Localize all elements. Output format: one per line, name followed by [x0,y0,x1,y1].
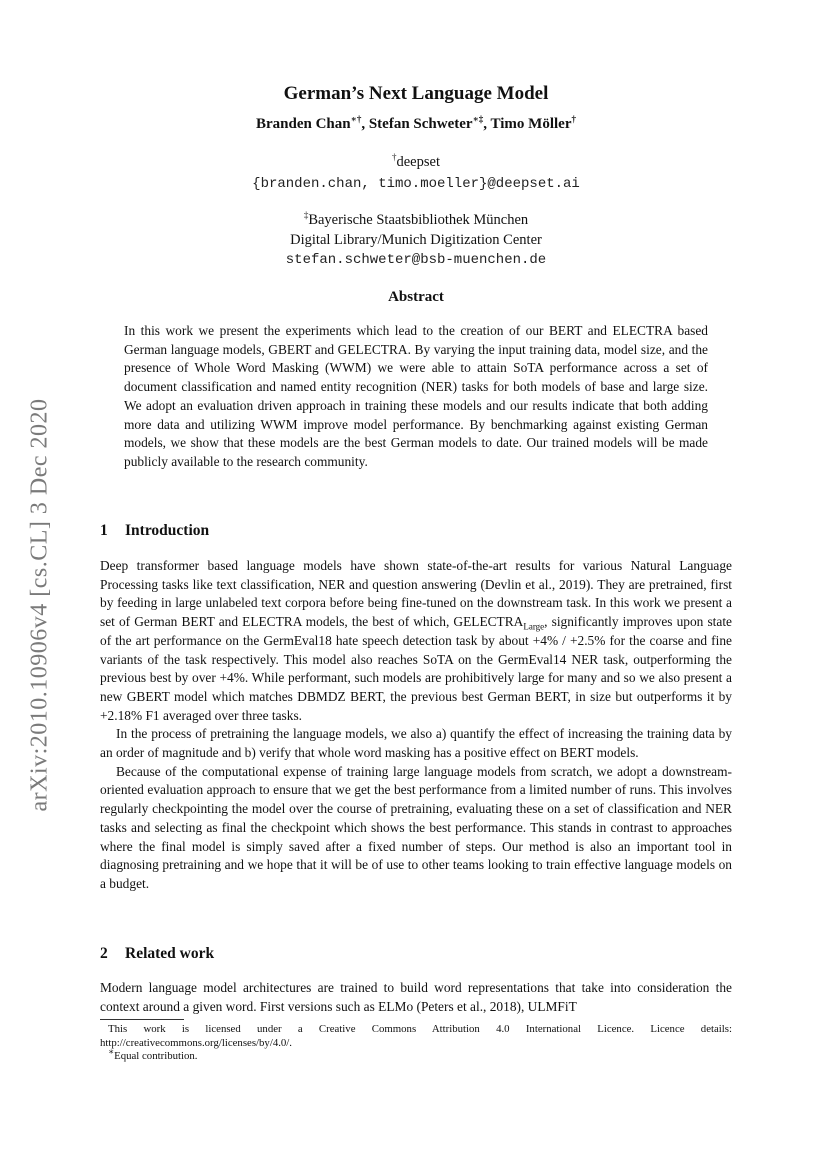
section-title: Related work [125,945,215,962]
affiliation-unit: Digital Library/Munich Digitization Center [290,232,542,248]
arxiv-identifier: arXiv:2010.10906v4 [cs.CL] 3 Dec 2020 [26,398,53,812]
affiliation-name: Bayerische Staatsbibliothek München [308,212,529,228]
affiliation-email: stefan.schweter@bsb-muenchen.de [285,252,547,268]
affiliation-deepset [100,151,732,195]
affiliation-mark: † [392,152,397,163]
section-number: 1 [100,522,108,539]
related-work-body [100,979,732,1016]
author-name: Stefan Schweter [368,116,473,132]
paragraph-text: , significantly improves upon state of the art performance on the GermEval18 hate speech detection task by about +4% / +2.5% for the coarse and fine variants of the task respectively. This model also reaches SoTA on the GermEval14 NER task, outperforming the previous best by over +4%. While performant, such models are prohibitively large for many and so we also present a new GBERT model which matches DBMDZ BERT, the previous best German BERT, in size but outperforms it by +2.18% F1 averaged over three tasks. [100,614,732,723]
footnotes [100,1023,732,1064]
arxiv-sidebar [20,370,60,840]
author-name: Timo Möller [490,116,572,132]
footnote-text: Equal contribution. [114,1050,198,1062]
abstract-heading: Abstract [388,289,444,305]
paragraph-text: Deep transformer based language models have shown state-of-the-art results for various Natural Language Processing tasks like text classification, NER and question answering (Devlin et al., 2019). They are pretrained, first by feeding in large unlabeled text corpora before being fine-tuned on the downstream task. In this work we present a set of German BERT and ELECTRA models, the best of which, GELECTRA [100,558,732,630]
paper-title: German’s Next Language Model [283,83,549,104]
paragraph: In the process of pretraining the language models, we also a) quantify the effect of increasing the training data by an order of magnitude and b) verify that whole word masking has a positive effect on BERT models. [100,726,732,761]
footnote-equal-contribution [100,1046,732,1064]
subscript-large: Large [523,621,545,632]
affiliation-email: {branden.chan, timo.moeller}@deepset.ai [252,176,580,192]
affiliation-name: deepset [396,154,440,170]
paragraph [100,557,732,725]
author-separator: , [483,116,491,132]
abstract-text: In this work we present the experiments which lead to the creation of our BERT and ELECTRA based German language models, GBERT and GELECTRA. By varying the input training data, model size, and the presence of Whole Word Masking (WWM) we were able to attain SoTA performance across a set of document classification and named entity recognition (NER) tasks for both models of base and large size. We adopt an evaluation driven approach in training these models and our results indicate that both adding more data and utilizing WWM improve model performance. By benchmarking against existing German models, we show that these models are the best German models to date. Our trained models will be made publicly available to the research community. [124,323,708,469]
footnote-license: This work is licensed under a Creative Commons Attribution 4.0 International Licence. Licence details: http://creativecommons.org/licenses/by/4.0/. [100,1023,732,1049]
author-mark: ∗† [350,114,362,124]
section-title: Introduction [125,522,210,539]
paragraph: Modern language model architectures are trained to build word representations that take into consideration the context around a given word. First versions such as ELMo (Peters et al., 2018), ULMFiT [100,980,732,1014]
author-list [100,116,732,133]
section-heading-related-work [100,945,214,963]
section-heading-introduction [100,522,209,540]
footnote-rule [100,1019,184,1020]
author-separator: , [361,116,369,132]
author-mark: ∗‡ [472,114,484,124]
author-mark: † [571,114,576,124]
section-number: 2 [100,945,108,962]
paragraph: Because of the computational expense of training large language models from scratch, we adopt a downstream-oriented evaluation approach to ensure that we get the best performance from a limited number of runs. This involves regularly checkpointing the model over the course of pretraining, evaluating these on a set of classification and NER tasks and selecting as final the checkpoint which shows the best performance. This stands in contrast to approaches where the final model is simply saved after a fixed number of steps. Our method is also an important tool in diagnosing pretraining and we hope that it will be of use to other teams looking to train effective language models on a budget. [100,763,732,891]
affiliation-bsb [100,210,732,270]
affiliation-mark: ‡ [303,210,309,221]
introduction-body [100,557,732,894]
footnote-mark: ∗ [108,1046,115,1057]
author-name: Branden Chan [256,116,351,132]
